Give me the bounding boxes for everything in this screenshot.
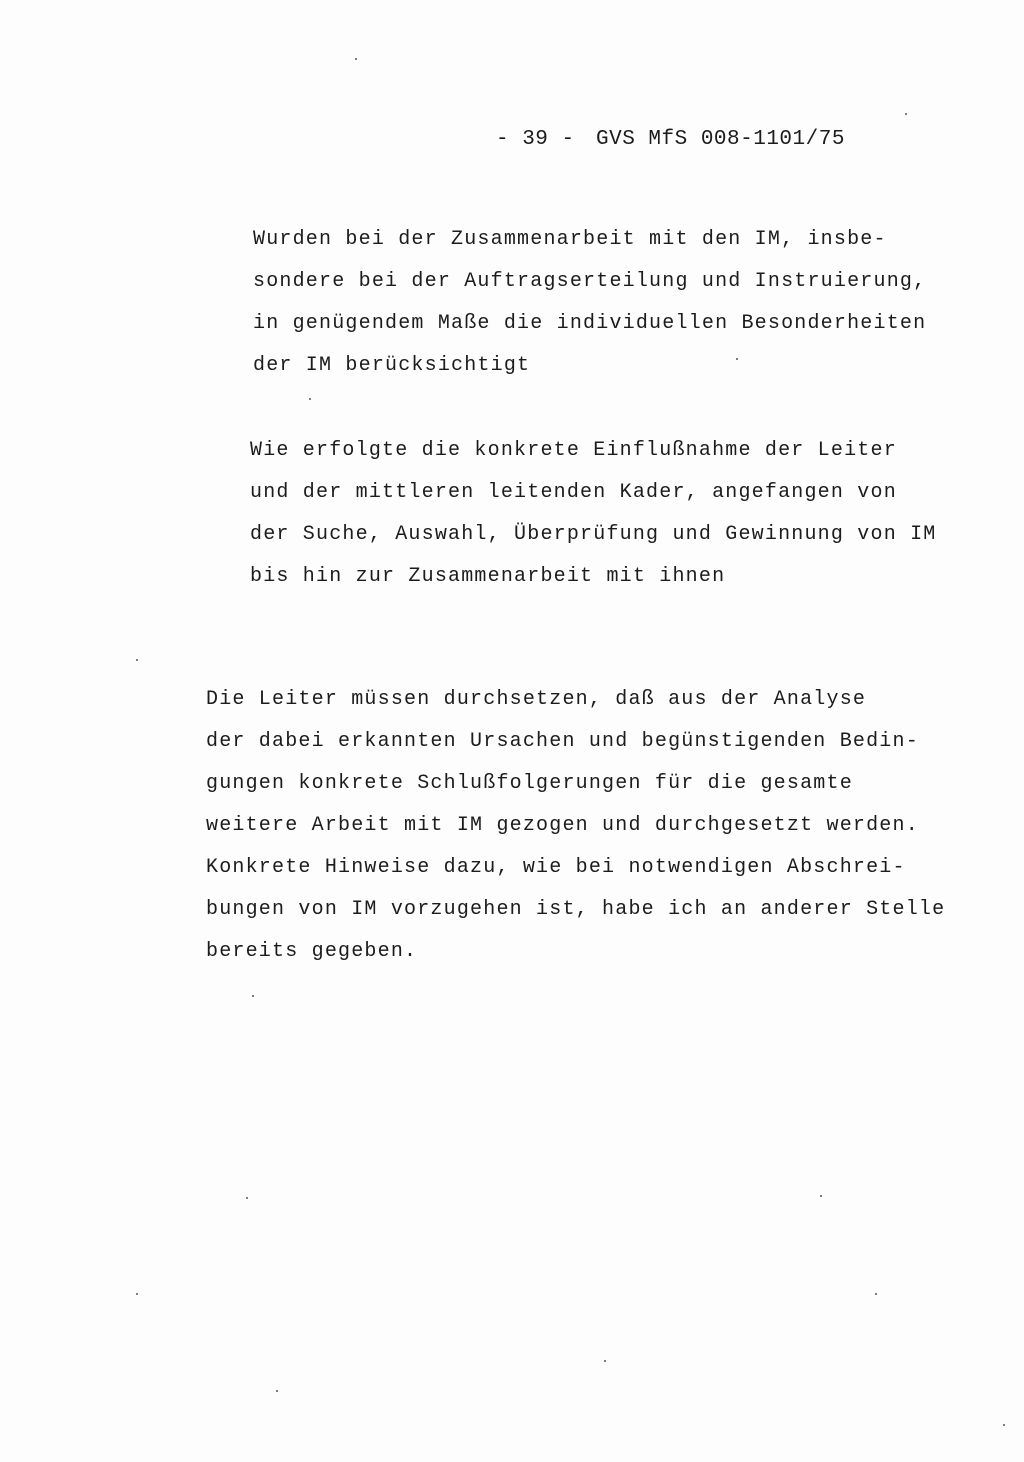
paragraph-line: bereits gegeben.: [206, 940, 418, 963]
scan-speck: [736, 358, 738, 360]
page-number: - 39 -: [496, 128, 575, 151]
paragraph-line: gungen konkrete Schlußfolgerungen für die gesamte: [206, 772, 853, 795]
question-1: [253, 219, 926, 387]
scan-speck: [309, 398, 311, 400]
question-2-line: Wie erfolgte die konkrete Einflußnahme der Leiter: [250, 439, 897, 462]
question-2: [250, 430, 937, 598]
scan-speck: [246, 1197, 248, 1199]
paragraph-line: Die Leiter müssen durchsetzen, daß aus der Analyse: [206, 688, 867, 711]
scan-speck: [136, 1293, 138, 1295]
scan-speck: [355, 58, 357, 60]
body-paragraph: [206, 679, 945, 973]
question-1-line: der IM berücksichtigt: [253, 354, 531, 377]
scan-speck: [905, 113, 907, 115]
question-2-line: der Suche, Auswahl, Überprüfung und Gewinnung von IM: [250, 523, 937, 546]
document-id: GVS MfS 008-1101/75: [596, 128, 845, 151]
paragraph-line: der dabei erkannten Ursachen und begünstigenden Bedin-: [206, 730, 919, 753]
question-1-line: sondere bei der Auftragserteilung und Instruierung,: [253, 270, 927, 293]
question-2-line: und der mittleren leitenden Kader, angefangen von: [250, 481, 897, 504]
scan-speck: [820, 1195, 822, 1197]
scan-speck: [875, 1293, 877, 1295]
question-2-line: bis hin zur Zusammenarbeit mit ihnen: [250, 565, 726, 588]
question-1-line: Wurden bei der Zusammenarbeit mit den IM, insbe-: [253, 228, 887, 251]
paragraph-line: Konkrete Hinweise dazu, wie bei notwendigen Abschrei-: [206, 856, 906, 879]
scan-speck: [136, 659, 138, 661]
question-1-line: in genügendem Maße die individuellen Besonderheiten: [253, 312, 927, 335]
page-header: [496, 128, 845, 151]
scan-speck: [276, 1390, 278, 1392]
scan-speck: [252, 995, 254, 997]
scan-speck: [604, 1360, 606, 1362]
paragraph-line: bungen von IM vorzugehen ist, habe ich an anderer Stelle: [206, 898, 946, 921]
scan-speck: [1003, 1424, 1005, 1426]
paragraph-line: weitere Arbeit mit IM gezogen und durchgesetzt werden.: [206, 814, 919, 837]
